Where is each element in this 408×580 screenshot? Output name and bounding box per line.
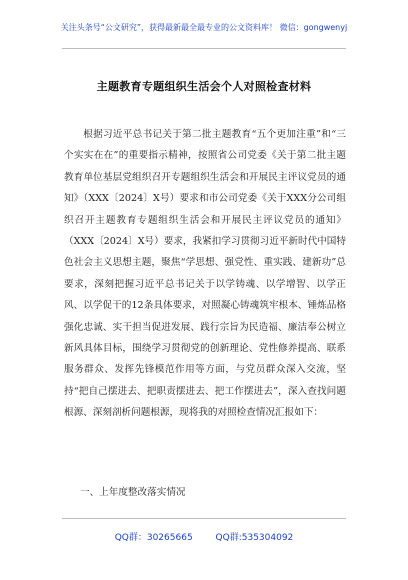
- header-banner: 关注头条号“公文研究”，获得最新最全最专业的公文资料库！ 微信：gongwenyj: [60, 23, 348, 32]
- footer-qq-group-2: QQ群:535304092: [215, 533, 294, 543]
- intro-paragraph: 根据习近平总书记关于第二批主题教育“五个更加注重”和“三个实实在在”的重要指示精神，按照省公司党委《关于第二批主题教育单位基层党组织召开专题组织生活会和开展民主评议党员的通知》（XXX〔2024〕X号）要求和市公司党委《关于XXX分公司组织召开主题教育专题组织生活会和开展民主评议党员的通知》（XXX〔2024〕X号）要求，我紧扣学习贯彻习近平新时代中国特色社会主义思想主题，聚焦“学思想、强党性、重实践、建新功”总要求，深刻把握习近平总书记关于以学铸魂、以学增智、以学正风、以学促干的12条具体要求，对照凝心铸魂筑牢根本、锤炼品格强化忠诚、实干担当促进发展、践行宗旨为民造福、廉洁奉公树立新风具体目标，围绕学习贯彻党的创新理论、党性修养提高、联系服务群众、发挥先锋模范作用等方面，与党员群众深入交流，坚持“把自己摆进去、把职责摆进去、把工作摆进去”，深入查找问题根源、深刻剖析问题根源，现将我的对照检查情况汇报如下：: [64, 129, 346, 419]
- footer: [0, 530, 408, 543]
- footer-qq-group-1: QQ群：30265665: [114, 533, 193, 543]
- section-heading: 一、上年度整改落实情况: [80, 487, 186, 498]
- document-title: 主题教育专题组织生活会个人对照检查材料: [96, 80, 312, 93]
- header-divider: [62, 48, 346, 49]
- footer-divider: [62, 518, 346, 519]
